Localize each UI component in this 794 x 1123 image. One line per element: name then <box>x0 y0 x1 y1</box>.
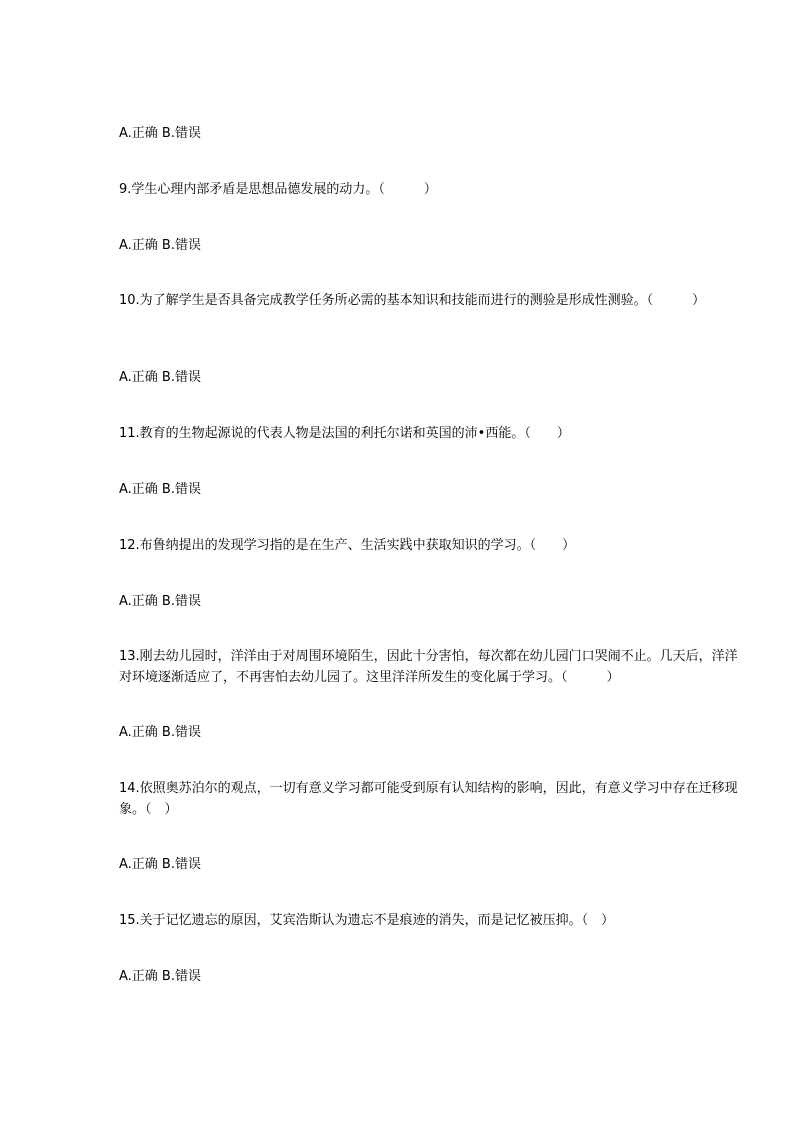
question-11: 11.教育的生物起源说的代表人物是法国的利托尔诺和英国的沛•西能。（ ） <box>119 426 570 441</box>
answer-options-10: A.正确 B.错误 <box>119 370 201 385</box>
question-9: 9.学生心理内部矛盾是思想品德发展的动力。（ ） <box>119 182 437 197</box>
answer-options-14: A.正确 B.错误 <box>119 857 201 872</box>
answer-options-15: A.正确 B.错误 <box>119 969 201 984</box>
answer-options-9: A.正确 B.错误 <box>119 238 201 253</box>
question-15: 15.关于记忆遗忘的原因，艾宾浩斯认为遗忘不是痕迹的消失，而是记忆被压抑。（ ） <box>119 913 615 928</box>
answer-options-13: A.正确 B.错误 <box>119 725 201 740</box>
answer-options-12: A.正确 B.错误 <box>119 594 201 609</box>
answer-options-11: A.正确 B.错误 <box>119 482 201 497</box>
question-13: 13.刚去幼儿园时，洋洋由于对周围环境陌生，因此十分害怕，每次都在幼儿园门口哭闹不止。几天后，洋洋对环境逐渐适应了，不再害怕去幼儿园了。这里洋洋所发生的变化属于学习。（ ） <box>119 649 738 685</box>
question-14: 14.依照奥苏泊尔的观点，一切有意义学习都可能受到原有认知结构的影响，因此，有意义学习中存在迁移现象。（ ） <box>119 781 738 817</box>
question-12: 12.布鲁纳提出的发现学习指的是在生产、生活实践中获取知识的学习。（ ） <box>119 538 576 553</box>
question-10: 10.为了解学生是否具备完成教学任务所必需的基本知识和技能而进行的测验是形成性测验。（ ） <box>119 293 706 308</box>
answer-options-8: A.正确 B.错误 <box>119 126 201 141</box>
